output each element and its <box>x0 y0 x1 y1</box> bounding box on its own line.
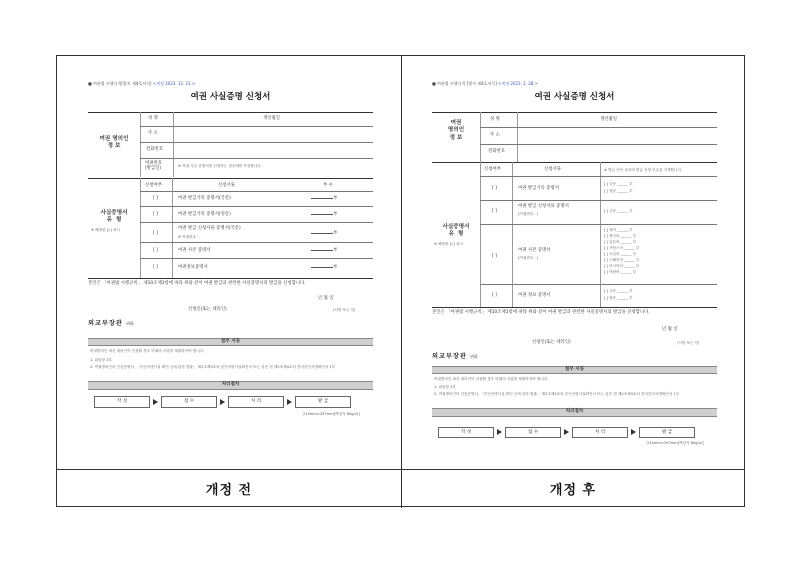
checkbox[interactable]: [ ] <box>153 265 158 270</box>
rule <box>140 112 141 177</box>
checkbox[interactable]: [ ] <box>492 186 497 191</box>
law-reference <box>432 82 538 87</box>
rule <box>512 162 513 307</box>
doc-name: 여권 정보 증명서 <box>518 293 551 298</box>
doc-name: 여권 발급 신청서류 증명서 <box>518 204 569 209</box>
rule <box>480 224 717 225</box>
passport-no-label: 여권번호 (발급일) <box>145 161 162 172</box>
name-label: 성 명 <box>148 116 158 121</box>
rule <box>172 178 173 278</box>
checkbox[interactable]: [ ] <box>492 293 497 298</box>
rule <box>432 112 717 113</box>
lang-option[interactable]: [ ] 영문 ______ 부 <box>604 189 633 193</box>
checkbox[interactable]: [ ] <box>153 248 158 253</box>
sign-label: (서명 또는 인) <box>677 341 700 345</box>
step-process: 처 리 <box>572 427 628 438</box>
address-label: 주 소 <box>490 133 500 138</box>
attach-item-2: 2. 여권명의인의 인감증명서, 「본인서명사실 확인 등에 관한 법률」 제2조제3호의 본인서명사실확인서 또는 같은 법 제2조제4호의 전자본인서명확인서 1부 <box>434 392 680 396</box>
passport-no-sub: (여권번호 : ) <box>518 212 539 216</box>
copies-field[interactable] <box>311 212 337 217</box>
attach-text: 여권명의인 대신 대리인이 신청할 경우 아래의 서류를 제출하셔야 합니다. <box>434 377 549 381</box>
copies-field[interactable] <box>311 196 337 201</box>
doc-name: 여권 발급기록 증명서 <box>518 186 559 191</box>
process-title: 처리절차 <box>432 408 717 417</box>
cert-section-label: 사실증명서 유 형 <box>100 210 128 224</box>
form-after <box>432 82 717 342</box>
arrow-icon <box>497 429 502 435</box>
dob-label: 생년월일 <box>600 117 617 122</box>
rule <box>480 176 717 177</box>
declaration: 본인은 「여권법 시행규칙」 제10조제1항에 따라 위와 같이 여권 발급과 관련한 사실증명서의 발급을 신청합니다. <box>432 310 650 315</box>
minister-suffix: 귀하 <box>126 321 134 326</box>
law-reference <box>88 82 195 87</box>
form-before <box>88 82 373 312</box>
rule <box>480 112 481 162</box>
dob-label: 생년월일 <box>263 116 280 121</box>
rule <box>480 284 717 285</box>
form-title: 여권 사실증명 신청서 <box>534 92 615 102</box>
doc-name: 여권 사본 증명서 <box>178 248 211 253</box>
phone-label: 전화번호 <box>146 147 163 152</box>
step-process: 처 리 <box>228 396 284 408</box>
step-write: 작 성 <box>438 427 494 438</box>
rule <box>140 206 373 207</box>
check-note: ※ 해당란 [√] 표시 <box>91 228 120 232</box>
rule <box>140 158 373 159</box>
unit: 부 <box>333 196 338 201</box>
lang-option[interactable]: [ ] 국문 ______ 부 <box>604 182 633 186</box>
law-ref-text: ■ 여권법 시행규칙[별지 제4호서식] <box>88 81 152 86</box>
passport-no-sub: ※ 여권번호 : <box>178 235 199 239</box>
attach-text: 여권명의인 대신 대리인이 신청할 경우 아래의 서류를 제출하셔야 합니다. <box>90 349 205 353</box>
copies-field[interactable] <box>311 265 337 270</box>
step-write: 작 성 <box>94 396 150 408</box>
address-label: 주 소 <box>148 131 158 136</box>
paper-spec: 210mm×297mm[백상지 80g/㎡] <box>647 441 704 445</box>
minister-name: 외교부장관 <box>88 320 123 327</box>
lang-option[interactable]: [ ] 스페인어 ______ 부 <box>604 258 640 262</box>
rule <box>88 178 373 179</box>
lang-option[interactable]: [ ] 프랑스어 ______ 부 <box>604 246 640 250</box>
name-label: 성 명 <box>490 117 500 122</box>
paper-spec: 210mm×297mm[백상지 80g/㎡] <box>303 412 360 416</box>
process-title: 처리절차 <box>88 381 373 390</box>
arrow-icon <box>153 399 158 405</box>
form-title: 여권 사실증명 신청서 <box>190 92 271 102</box>
unit: 부 <box>333 231 338 236</box>
checkbox[interactable]: [ ] <box>153 231 158 236</box>
unit: 부 <box>333 212 338 217</box>
process-flow-after <box>432 424 717 450</box>
lang-option[interactable]: [ ] 중국어 ______ 부 <box>604 234 637 238</box>
column-divider <box>401 56 402 508</box>
rule <box>480 162 481 307</box>
unit: 부 <box>333 248 338 253</box>
date-line: 년 월 일 <box>318 296 334 301</box>
arrow-icon <box>564 429 569 435</box>
rule <box>432 307 717 308</box>
rule <box>480 127 717 128</box>
lang-option[interactable]: [ ] 영문 ______ 부 <box>604 296 633 300</box>
lang-option[interactable]: [ ] 국문 ______ 부 <box>604 289 633 293</box>
step-receive: 접 수 <box>161 396 217 408</box>
holder-section-label: 여권 명의인 정 보 <box>447 120 465 141</box>
phone-label: 전화번호 <box>488 149 505 154</box>
arrow-icon <box>220 399 225 405</box>
step-issue: 발 급 <box>639 427 695 438</box>
rule <box>140 126 373 127</box>
doc-name: 여권 발급 신청서류 증명서(국문) <box>178 226 241 231</box>
rule <box>140 191 373 192</box>
rule <box>600 162 601 307</box>
rule <box>140 178 141 278</box>
rule <box>173 112 174 177</box>
passport-note: ※ 여권 사본 증명서를 신청하는 경우에만 작성합니다. <box>178 164 262 168</box>
minister-name: 외교부장관 <box>432 353 467 360</box>
cert-section-label: 사실증명서 유 형 <box>442 224 470 238</box>
amend-date: <개정 2023. 12. 21.> <box>152 81 196 86</box>
col-copies: 부 수 <box>323 183 333 188</box>
passport-no-sub: (여권번호 : ) <box>518 256 539 260</box>
rule <box>432 162 717 163</box>
col-type: 신청서류 <box>544 167 561 172</box>
holder-section-label: 여권 명의인 정 보 <box>99 136 129 150</box>
attach-item-1: 1. 위임장 1부 <box>434 385 456 389</box>
unit: 부 <box>333 265 338 270</box>
col-type: 신청서류 <box>218 183 235 188</box>
rule <box>140 222 373 223</box>
caption-after: 개정 후 <box>549 483 597 498</box>
rule <box>480 200 717 201</box>
step-issue: 발 급 <box>295 396 351 408</box>
rule <box>140 142 373 143</box>
checkbox[interactable]: [ ] <box>153 212 158 217</box>
sign-label: (서명 또는 인) <box>333 308 356 312</box>
minister-suffix: 귀하 <box>470 354 478 359</box>
arrow-icon <box>287 399 292 405</box>
doc-name: 여권 발급기록 증명서(영문) <box>178 212 231 217</box>
lang-option[interactable]: [ ] 영어 ______ 부 <box>604 228 633 232</box>
date-line: 년 월 일 <box>662 327 678 332</box>
checkbox[interactable]: [ ] <box>492 209 497 214</box>
applicant-label: 신청인(또는 대리인) <box>188 307 227 312</box>
applicant-label: 신청인(또는 대리인) <box>532 340 571 345</box>
arrow-icon <box>631 429 636 435</box>
checkbox[interactable]: [ ] <box>492 254 497 259</box>
minister-label <box>88 320 134 327</box>
rule <box>140 242 373 243</box>
copies-field[interactable] <box>311 248 337 253</box>
law-ref-text: ■ 여권법 시행규칙 [별지 제4호서식] <box>432 81 497 86</box>
checkbox[interactable]: [ ] <box>153 196 158 201</box>
rule <box>517 112 518 162</box>
col-note: ※ 발급 언어 옥류에 발급 신청 부수를 기재합니다. <box>604 168 683 172</box>
form-after-bottom <box>432 340 717 425</box>
rule <box>140 258 373 259</box>
col-apply: 신청여부 <box>484 167 501 172</box>
attach-title: 첨부 서류 <box>432 366 717 374</box>
rule <box>88 278 373 279</box>
caption-before: 개정 전 <box>205 483 253 498</box>
process-flow-before <box>88 393 373 423</box>
lang-option[interactable]: [ ] 독일어 ______ 부 <box>604 252 637 256</box>
declaration: 본인은 「여권법 시행규칙」 제10조제1항에 따라 위와 같이 여권 발급과 관련한 사실증명서의 발급을 신청합니다. <box>88 281 306 286</box>
rule <box>480 144 717 145</box>
attach-item-2: 2. 여권명의인의 인감증명서, 「본인서명사실 확인 등에 관한 법률」 제2조제3호의 본인서명사실확인서 또는 같은 법 제2조제4호의 전자본인서명확인서 1부 <box>90 365 336 369</box>
lang-option[interactable]: [ ] 러시아어 ______ 부 <box>604 264 640 268</box>
rule <box>88 112 373 113</box>
copies-field[interactable] <box>311 231 337 236</box>
form-before-bottom <box>88 320 373 400</box>
lang-option[interactable]: [ ] 아랍어 ______ 부 <box>604 270 637 274</box>
doc-name: 여권정보증명서 <box>178 265 208 270</box>
col-apply: 신청여부 <box>145 183 162 188</box>
doc-name: 여권 사본 증명서 <box>518 248 551 253</box>
doc-name: 여권 발급기록 증명서(국문) <box>178 196 231 201</box>
lang-option[interactable]: [ ] 일본어 ______ 부 <box>604 240 637 244</box>
lang-option[interactable]: [ ] 국문 ______ 부 <box>604 209 633 213</box>
attach-item-1: 1. 위임장 1부 <box>90 358 112 362</box>
attach-title: 첨부 서류 <box>88 338 373 346</box>
minister-label <box>432 353 478 360</box>
amend-date: <개정 2023. 2. 28.> <box>498 81 538 86</box>
step-receive: 접 수 <box>505 427 561 438</box>
check-note: ※ 해당란 [√] 표시 <box>434 242 463 246</box>
